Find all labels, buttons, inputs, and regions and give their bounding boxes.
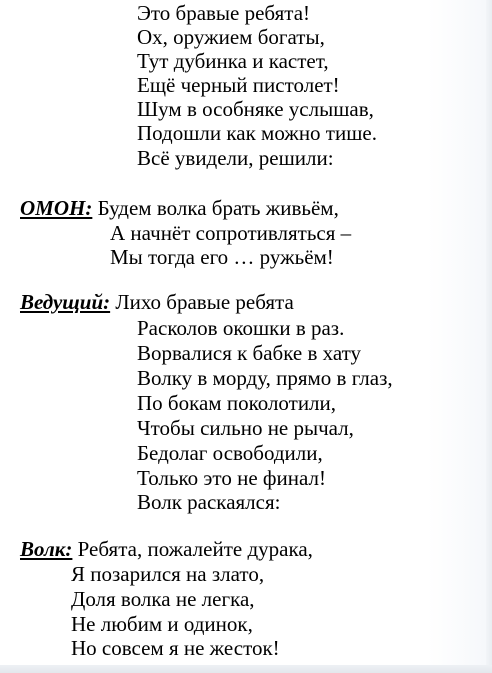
- page-edge-shadow: [486, 0, 492, 673]
- poem-line: Расколов окошки в раз.: [137, 316, 345, 340]
- speaker-name-host: Ведущий:: [20, 290, 111, 314]
- poem-line: Тут дубинка и кастет,: [137, 49, 329, 73]
- poem-line: Ох, оружием богаты,: [137, 25, 325, 49]
- poem-line: Доля волка не легка,: [71, 587, 255, 611]
- poem-line: Ворвалися к бабке в хату: [137, 341, 362, 365]
- poem-line: Всё увидели, решили:: [137, 146, 334, 170]
- speaker-line-omon: [20, 196, 339, 220]
- poem-line: По бокам поколотили,: [137, 391, 337, 415]
- poem-line: Мы тогда его … ружьём!: [110, 245, 334, 269]
- poem-line: Только это не финал!: [137, 466, 326, 490]
- poem-line: А начнёт сопротивляться –: [110, 221, 352, 245]
- poem-line: Чтобы сильно не рычал,: [137, 416, 354, 440]
- poem-line: Волк раскаялся:: [137, 490, 281, 514]
- poem-line: Ребята, пожалейте дурака,: [77, 537, 313, 561]
- poem-line: Лихо бравые ребята: [115, 290, 294, 314]
- speaker-line-wolf: [20, 537, 313, 561]
- speaker-name-omon: ОМОН:: [20, 196, 93, 220]
- poem-line: Волку в морду, прямо в глаз,: [137, 366, 393, 390]
- poem-line: Это бравые ребята!: [137, 1, 311, 25]
- poem-line: Я позарился на злато,: [71, 562, 265, 586]
- speaker-line-host: [20, 290, 294, 314]
- poem-line: Но совсем я не жесток!: [71, 636, 280, 660]
- poem-line: Шум в особняке услышав,: [137, 97, 374, 121]
- speaker-name-wolf: Волк:: [20, 537, 73, 561]
- poem-line: Бедолаг освободили,: [137, 441, 323, 465]
- poem-line: Будем волка брать живьём,: [97, 196, 339, 220]
- poem-line: Подошли как можно тише.: [137, 121, 377, 145]
- poem-line: Ещё черный пистолет!: [137, 73, 340, 97]
- poem-line: Не любим и одинок,: [71, 612, 253, 636]
- page-bottom-edge: [0, 665, 492, 673]
